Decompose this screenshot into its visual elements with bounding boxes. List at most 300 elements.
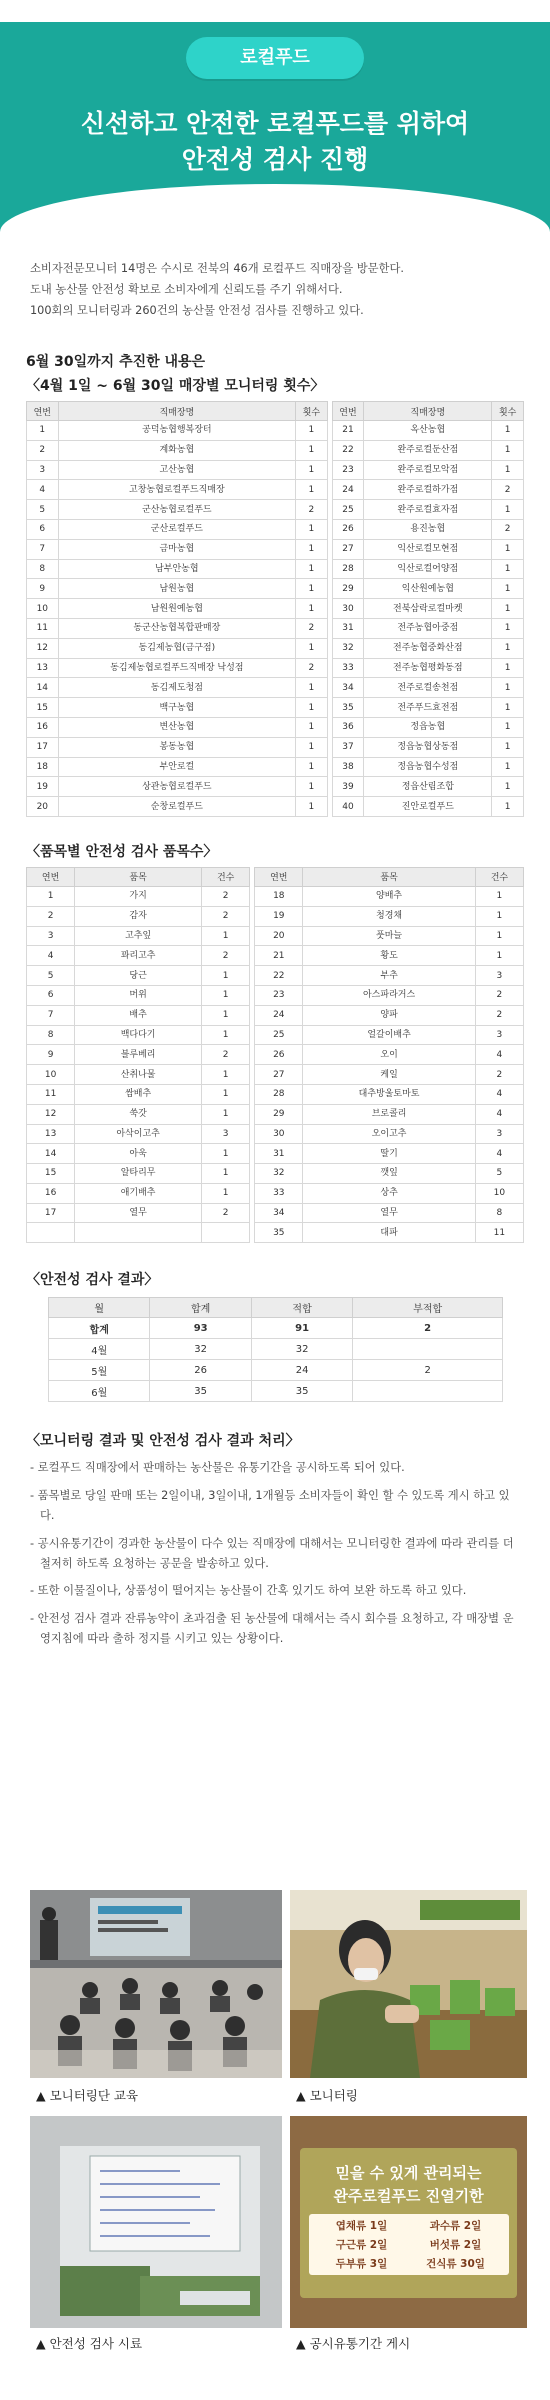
fail-cell: 2 [353, 1318, 503, 1339]
item-name: 고추잎 [75, 926, 202, 946]
visit-count: 2 [296, 500, 328, 520]
store-name: 전주농협평화동점 [364, 658, 492, 678]
row-number: 3 [27, 460, 59, 480]
store-name: 정읍농협 [364, 717, 492, 737]
item-name: 산취나물 [75, 1065, 202, 1085]
test-count: 2 [202, 946, 250, 966]
bullet-item: - 또한 이물질이나, 상품성이 떨어지는 농산물이 간혹 있기도 하여 보완 하도록 하고 있다. [30, 1584, 467, 1598]
test-count: 1 [202, 1104, 250, 1124]
visit-count: 1 [492, 500, 524, 520]
row-number: 9 [27, 579, 59, 599]
store-name: 익산원예농협 [364, 579, 492, 599]
test-count: 3 [202, 1124, 250, 1144]
row-number: 8 [27, 559, 59, 579]
store-name: 남부안농협 [58, 559, 296, 579]
test-count: 2 [475, 1065, 523, 1085]
row-number: 18 [255, 886, 303, 906]
fail-cell [353, 1339, 503, 1360]
item-name: 감자 [75, 906, 202, 926]
store-name: 부안로컬 [58, 757, 296, 777]
store-name: 군산로컬푸드 [58, 519, 296, 539]
store-name: 완주로컬모악점 [364, 460, 492, 480]
visit-count: 2 [492, 519, 524, 539]
row-number: 16 [27, 717, 59, 737]
row-number: 34 [255, 1203, 303, 1223]
row-number: 14 [27, 678, 59, 698]
sign-items [309, 2214, 509, 2275]
item-name: 아욱 [75, 1144, 202, 1164]
row-number: 21 [255, 946, 303, 966]
row-number: 27 [255, 1065, 303, 1085]
row-number: 13 [27, 1124, 75, 1144]
month-cell: 4월 [49, 1339, 150, 1360]
store-name: 동김제도청점 [58, 678, 296, 698]
store-name: 정읍농협상동점 [364, 737, 492, 757]
table-row [27, 797, 524, 817]
visit-count: 1 [492, 777, 524, 797]
row-number: 32 [255, 1164, 303, 1184]
photo-caption: ▲ 모니터링단 교육 [36, 2088, 139, 2103]
column-header: 품목 [303, 867, 475, 886]
row-number: 19 [27, 777, 59, 797]
result-bullet-list [0, 1458, 550, 1649]
store-name: 전주로컬송천점 [364, 678, 492, 698]
row-number: 31 [255, 1144, 303, 1164]
row-number: 7 [27, 1005, 75, 1025]
visit-count: 1 [296, 599, 328, 619]
test-count: 10 [475, 1183, 523, 1203]
total-cell: 35 [150, 1381, 251, 1402]
test-count: 2 [202, 906, 250, 926]
table-row [27, 1104, 524, 1124]
test-count: 1 [475, 886, 523, 906]
store-name: 완주로컬둔산점 [364, 440, 492, 460]
row-number: 3 [27, 926, 75, 946]
test-count: 2 [202, 1045, 250, 1065]
table-row [27, 1144, 524, 1164]
sign-title: 완주로컬푸드 진열기한 [333, 2187, 484, 2205]
table-row [27, 440, 524, 460]
test-count: 2 [202, 1203, 250, 1223]
row-number: 18 [27, 757, 59, 777]
sign-item: 건식류 30일 [426, 2258, 485, 2270]
row-number: 22 [332, 440, 364, 460]
month-cell: 6월 [49, 1381, 150, 1402]
row-number: 24 [332, 480, 364, 500]
visit-count: 1 [296, 519, 328, 539]
test-count: 2 [475, 985, 523, 1005]
table-row [27, 698, 524, 718]
column-header: 월 [49, 1298, 150, 1318]
table-row [27, 1223, 524, 1243]
item-name: 풋마늘 [303, 926, 475, 946]
table-caption: 〈모니터링 결과 및 안전성 검사 결과 처리〉 [26, 1433, 300, 1450]
table-row [27, 1203, 524, 1223]
visit-count: 1 [296, 797, 328, 817]
bullet-item: - 안전성 검사 결과 잔류농약이 초과검출 된 농산물에 대해서는 즉시 회수를 요청하고, 각 매장별 운영지침에 따라 출하 정지를 시키고 있는 상황이다. [30, 1611, 514, 1646]
test-count [202, 1223, 250, 1243]
row-number: 26 [255, 1045, 303, 1065]
test-count: 1 [202, 1025, 250, 1045]
education-photo [30, 1890, 282, 2078]
test-count: 1 [475, 946, 523, 966]
row-number: 8 [27, 1025, 75, 1045]
visit-count: 2 [296, 618, 328, 638]
visit-count: 1 [492, 698, 524, 718]
row-number: 31 [332, 618, 364, 638]
test-count: 8 [475, 1203, 523, 1223]
test-count: 1 [202, 1183, 250, 1203]
item-name: 대파 [303, 1223, 475, 1243]
table-row [27, 480, 524, 500]
store-name: 고창농협로컬푸드직매장 [58, 480, 296, 500]
visit-count: 2 [492, 480, 524, 500]
column-header: 적합 [251, 1298, 352, 1318]
visit-count: 1 [296, 717, 328, 737]
table-row [27, 946, 524, 966]
visit-count: 1 [296, 440, 328, 460]
row-number: 2 [27, 906, 75, 926]
store-name: 백구농협 [58, 698, 296, 718]
store-name: 진안로컬푸드 [364, 797, 492, 817]
table-row [27, 985, 524, 1005]
table-caption: 〈4월 1일 ~ 6월 30일 매장별 모니터링 횟수〉 [26, 378, 325, 394]
table-row [49, 1381, 503, 1402]
test-count: 4 [475, 1084, 523, 1104]
table-row [27, 460, 524, 480]
column-header: 횟수 [492, 402, 524, 421]
photo-caption: ▲ 안전성 검사 시료 [36, 2336, 143, 2351]
table-row [27, 599, 524, 619]
store-name: 남원원예농협 [58, 599, 296, 619]
item-name: 얼갈이배추 [303, 1025, 475, 1045]
visit-count: 1 [492, 579, 524, 599]
visit-count: 1 [296, 737, 328, 757]
table-row [49, 1360, 503, 1381]
item-name: 아삭이고추 [75, 1124, 202, 1144]
month-cell: 5월 [49, 1360, 150, 1381]
row-number: 10 [27, 1065, 75, 1085]
visit-count: 1 [296, 757, 328, 777]
row-number: 24 [255, 1005, 303, 1025]
store-name: 정읍농협수성점 [364, 757, 492, 777]
total-cell: 32 [150, 1339, 251, 1360]
visit-count: 1 [492, 737, 524, 757]
row-number [27, 1223, 75, 1243]
row-number: 9 [27, 1045, 75, 1065]
store-name: 고산농협 [58, 460, 296, 480]
item-name: 블루베리 [75, 1045, 202, 1065]
visit-count: 1 [296, 638, 328, 658]
column-header: 횟수 [296, 402, 328, 421]
row-number: 7 [27, 539, 59, 559]
store-name: 전북삼락로컬마켓 [364, 599, 492, 619]
visit-count: 1 [492, 678, 524, 698]
column-header: 품목 [75, 867, 202, 886]
store-name: 동김제농협(금구점) [58, 638, 296, 658]
test-count: 1 [202, 1144, 250, 1164]
sign-item: 두부류 3일 [335, 2258, 388, 2270]
item-name: 딸기 [303, 1144, 475, 1164]
store-name: 완주로컬하가점 [364, 480, 492, 500]
test-count: 3 [475, 966, 523, 986]
column-header: 건수 [475, 867, 523, 886]
table-row [27, 559, 524, 579]
row-number: 11 [27, 1084, 75, 1104]
store-name: 금마농협 [58, 539, 296, 559]
table-caption: 〈품목별 안전성 검사 품목수〉 [26, 843, 218, 860]
row-number: 28 [255, 1084, 303, 1104]
column-header: 직매장명 [58, 402, 296, 421]
test-count: 1 [202, 1164, 250, 1184]
sign-item: 과수류 2일 [429, 2220, 482, 2232]
store-name: 전주푸드효전점 [364, 698, 492, 718]
row-number: 25 [332, 500, 364, 520]
visit-count: 1 [296, 777, 328, 797]
row-number: 27 [332, 539, 364, 559]
table-caption: 〈안전성 검사 결과〉 [26, 1272, 159, 1289]
row-number: 38 [332, 757, 364, 777]
row-number: 12 [27, 1104, 75, 1124]
row-number: 23 [255, 985, 303, 1005]
visit-count: 1 [492, 440, 524, 460]
item-name: 브로콜리 [303, 1104, 475, 1124]
column-header: 연번 [27, 867, 75, 886]
test-count: 11 [475, 1223, 523, 1243]
visit-count: 1 [492, 757, 524, 777]
visit-count: 1 [296, 460, 328, 480]
hero-banner [0, 0, 550, 232]
table-row [27, 579, 524, 599]
row-number: 28 [332, 559, 364, 579]
bullet-item: - 품목별로 당일 판매 또는 2일이내, 3일이내, 1개월등 소비자들이 확인 할 수 있도록 게시 하고 있다. [30, 1488, 510, 1523]
row-number: 1 [27, 886, 75, 906]
row-number: 39 [332, 777, 364, 797]
pass-cell: 32 [251, 1339, 352, 1360]
table-row [49, 1339, 503, 1360]
row-number: 17 [27, 1203, 75, 1223]
visit-count: 1 [492, 539, 524, 559]
item-name: 양배추 [303, 886, 475, 906]
table-row [27, 539, 524, 559]
row-number: 30 [255, 1124, 303, 1144]
row-number: 15 [27, 698, 59, 718]
row-number: 6 [27, 519, 59, 539]
test-count: 2 [202, 886, 250, 906]
row-number: 4 [27, 946, 75, 966]
total-cell: 93 [150, 1318, 251, 1339]
column-header: 직매장명 [364, 402, 492, 421]
item-name: 오이 [303, 1045, 475, 1065]
column-header: 연번 [255, 867, 303, 886]
row-number: 21 [332, 421, 364, 441]
store-name: 익산로컬모현점 [364, 539, 492, 559]
store-name: 정읍산림조합 [364, 777, 492, 797]
sign-item: 엽채류 1일 [335, 2220, 388, 2232]
item-name: 깻잎 [303, 1164, 475, 1184]
visit-count: 1 [296, 579, 328, 599]
fail-cell [353, 1381, 503, 1402]
table-row [27, 1045, 524, 1065]
item-name: 아스파라거스 [303, 985, 475, 1005]
fail-cell: 2 [353, 1360, 503, 1381]
column-header: 연번 [27, 402, 59, 421]
visit-count: 1 [492, 460, 524, 480]
test-count: 4 [475, 1144, 523, 1164]
item-name: 가지 [75, 886, 202, 906]
test-count: 3 [475, 1025, 523, 1045]
table-row [27, 886, 524, 906]
table-row [27, 1005, 524, 1025]
section-heading: 6월 30일까지 추진한 내용은 [26, 354, 206, 370]
item-name: 오이고추 [303, 1124, 475, 1144]
store-name: 봉동농협 [58, 737, 296, 757]
visit-count: 1 [296, 678, 328, 698]
visit-count: 1 [492, 559, 524, 579]
table-row [27, 1124, 524, 1144]
intro-line: 소비자전문모니터 14명은 수시로 전북의 46개 로컬푸드 직매장을 방문한다. [30, 262, 404, 275]
visit-count: 1 [296, 480, 328, 500]
item-name: 케일 [303, 1065, 475, 1085]
bullet-item: - 로컬푸드 직매장에서 판매하는 농산물은 유통기간을 공시하도록 되어 있다. [30, 1461, 405, 1475]
column-header: 합계 [150, 1298, 251, 1318]
row-number: 35 [255, 1223, 303, 1243]
item-name: 알타리무 [75, 1164, 202, 1184]
item-name: 상추 [303, 1183, 475, 1203]
test-count: 4 [475, 1104, 523, 1124]
column-header: 건수 [202, 867, 250, 886]
row-number: 11 [27, 618, 59, 638]
sign-title: 믿을 수 있게 관리되는 [335, 2164, 482, 2182]
store-name: 용진농협 [364, 519, 492, 539]
sign-item: 버섯류 2일 [429, 2239, 482, 2251]
row-number: 16 [27, 1183, 75, 1203]
item-name: 양파 [303, 1005, 475, 1025]
store-name: 익산로컬어양점 [364, 559, 492, 579]
table-row [27, 421, 524, 441]
seminar-illustration [30, 1890, 282, 2078]
row-number: 40 [332, 797, 364, 817]
test-count: 3 [475, 1124, 523, 1144]
row-number: 32 [332, 638, 364, 658]
row-number: 29 [332, 579, 364, 599]
row-number: 33 [255, 1183, 303, 1203]
table-row [27, 638, 524, 658]
category-badge: 로컬푸드 [186, 37, 364, 79]
item-name: 당근 [75, 966, 202, 986]
test-count: 5 [475, 1164, 523, 1184]
table-row [27, 926, 524, 946]
photo-caption: ▲ 모니터링 [296, 2088, 358, 2103]
visit-count: 1 [492, 717, 524, 737]
row-number: 19 [255, 906, 303, 926]
pass-cell: 91 [251, 1318, 352, 1339]
test-count: 1 [202, 1005, 250, 1025]
row-number: 4 [27, 480, 59, 500]
table-row [27, 1065, 524, 1085]
row-number: 15 [27, 1164, 75, 1184]
test-count: 1 [202, 985, 250, 1005]
table-row [27, 678, 524, 698]
row-number: 6 [27, 985, 75, 1005]
item-name: 쑥갓 [75, 1104, 202, 1124]
visit-count: 1 [296, 421, 328, 441]
visit-count: 1 [492, 797, 524, 817]
store-name: 완주로컬효자점 [364, 500, 492, 520]
store-name: 옥산농협 [364, 421, 492, 441]
test-count: 1 [202, 966, 250, 986]
store-name: 군산농협로컬푸드 [58, 500, 296, 520]
expiry-sign [300, 2148, 517, 2298]
table-row [27, 500, 524, 520]
row-number: 35 [332, 698, 364, 718]
test-count: 1 [475, 906, 523, 926]
row-number: 2 [27, 440, 59, 460]
row-number: 25 [255, 1025, 303, 1045]
item-name: 황도 [303, 946, 475, 966]
title-line-2: 안전성 검사 진행 [181, 145, 369, 174]
table-row [27, 1164, 524, 1184]
table-row [27, 618, 524, 638]
item-name: 열무 [303, 1203, 475, 1223]
visit-count: 1 [296, 698, 328, 718]
table-row [27, 737, 524, 757]
table-row [27, 1084, 524, 1104]
sample-photo [30, 2116, 282, 2328]
item-name: 애기배추 [75, 1183, 202, 1203]
visit-count: 1 [492, 421, 524, 441]
pass-cell: 35 [251, 1381, 352, 1402]
row-number: 36 [332, 717, 364, 737]
bullet-item: - 공시유통기간이 경과한 농산물이 다수 있는 직매장에 대해서는 모니터링한 결과에 따라 관리를 더 철저히 하도록 요청하는 공문을 발송하고 있다. [30, 1536, 514, 1570]
row-number: 13 [27, 658, 59, 678]
visit-count: 1 [492, 599, 524, 619]
sign-item: 구근류 2일 [335, 2239, 388, 2251]
store-name: 공덕농협행복장터 [58, 421, 296, 441]
test-count: 1 [202, 1065, 250, 1085]
visit-count: 2 [296, 658, 328, 678]
total-cell: 26 [150, 1360, 251, 1381]
store-name: 동김제농협로컬푸드직매장 낙성점 [58, 658, 296, 678]
row-number: 20 [255, 926, 303, 946]
test-count: 2 [475, 1005, 523, 1025]
row-number: 5 [27, 966, 75, 986]
total-row [49, 1318, 503, 1339]
item-name: 백다다기 [75, 1025, 202, 1045]
store-name: 변산농협 [58, 717, 296, 737]
intro-line: 100회의 모니터링과 260건의 농산물 안전성 검사를 진행하고 있다. [30, 304, 364, 317]
intro-paragraph [0, 232, 550, 321]
visit-count: 1 [296, 539, 328, 559]
item-name [75, 1223, 202, 1243]
store-name: 상관농협로컬푸드 [58, 777, 296, 797]
table-row [27, 1183, 524, 1203]
item-name: 청경채 [303, 906, 475, 926]
store-name: 전주농협중화산점 [364, 638, 492, 658]
row-number: 30 [332, 599, 364, 619]
row-number: 23 [332, 460, 364, 480]
store-name: 전주농협아중점 [364, 618, 492, 638]
column-header: 연번 [332, 402, 364, 421]
title-line-1: 신선하고 안전한 로컬푸드를 위하여 [80, 109, 470, 138]
table-row [27, 658, 524, 678]
table-row [27, 1025, 524, 1045]
store-name: 순창로컬푸드 [58, 797, 296, 817]
row-number: 20 [27, 797, 59, 817]
row-number: 33 [332, 658, 364, 678]
row-number: 34 [332, 678, 364, 698]
table-row [27, 717, 524, 737]
